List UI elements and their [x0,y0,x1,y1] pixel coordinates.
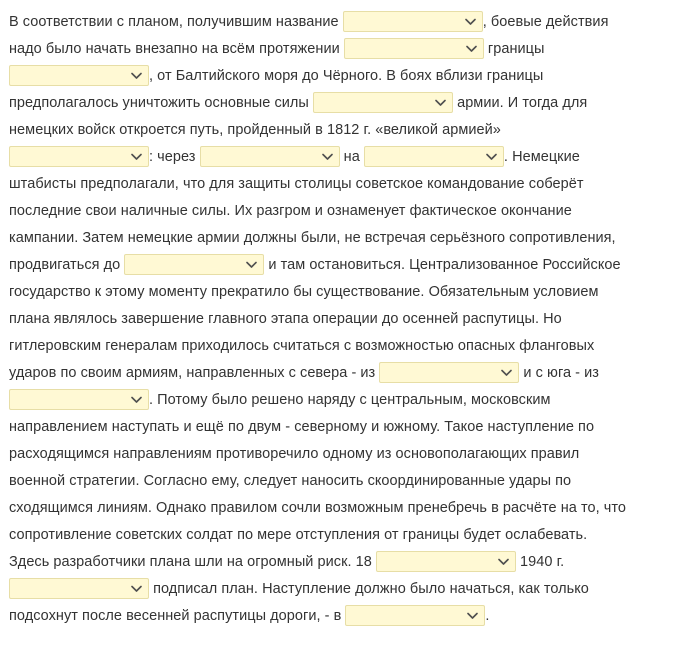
passage-text: подсохнут после весенней распутицы дороги, - в [9,607,346,624]
passage-text: продвигаться до [9,256,125,273]
passage-line [9,170,584,197]
passage-text: штабисты предполагали, что для защиты столицы советское командование соберёт [9,175,584,192]
passage-line [9,251,621,278]
passage-line [9,494,626,521]
blank-dropdown-6[interactable] [200,146,340,167]
passage-line [9,224,616,251]
passage-line [9,89,587,116]
passage-text: кампании. Затем немецкие армии должны были, не встречая серьёзного сопротивления, [9,229,616,246]
passage-text: предполагалось уничтожить основные силы [9,94,313,111]
blank-dropdown-2[interactable] [344,38,484,59]
passage-text: границы [483,40,545,57]
passage-line [9,359,599,386]
blank-dropdown-13[interactable] [345,605,485,626]
passage-line [9,332,594,359]
passage-text: ударов по своим армиям, направленных с севера - из [9,364,380,381]
blank-dropdown-9[interactable] [379,362,519,383]
blank-dropdown-12[interactable] [9,578,149,599]
passage-line [9,62,543,89]
passage-line [9,116,501,143]
passage-text: сопротивление советских солдат по мере отступления от границы будет ослабевать. [9,526,588,543]
blank-dropdown-10[interactable] [9,389,149,410]
passage-text: 1940 г. [515,553,565,570]
passage-text: Здесь разработчики плана шли на огромный риск. 18 [9,553,376,570]
passage-text: , от Балтийского моря до Чёрного. В боях вблизи границы [149,67,544,84]
passage-text: государство к этому моменту прекратило бы существование. Обязательным условием [9,283,599,300]
passage-text: направлением наступать и ещё по двум - северному и южному. Такое наступление по [9,418,595,435]
passage-text: военной стратегии. Согласно ему, следует наносить скоординированные удары по [9,472,572,489]
passage-text: гитлеровским генералам приходилось считаться с возможностью опасных фланговых [9,337,595,354]
passage-text: подписал план. Наступление должно было начаться, как только [149,580,589,597]
passage-text: плана являлось завершение главного этапа операции до осенней распутицы. Но [9,310,562,327]
passage-text: В соответствии с планом, получившим название [9,13,343,30]
passage-text: армии. И тогда для [453,94,588,111]
passage-text: последние свои наличные силы. Их разгром и ознаменует фактическое окончание [9,202,572,219]
passage-text: на [339,148,364,165]
blank-dropdown-11[interactable] [376,551,516,572]
blank-dropdown-7[interactable] [364,146,504,167]
passage-line [9,197,572,224]
passage-text: немецких войск откроется путь, пройденный в 1812 г. «великой армией» [9,121,501,138]
passage-line [9,602,490,629]
passage-text: . Немецкие [503,148,580,165]
passage-line [9,8,608,35]
passage-line [9,548,564,575]
passage-text: , боевые действия [482,13,609,30]
passage-line [9,278,599,305]
passage-text: : через [149,148,200,165]
passage-text: и там остановиться. Централизованное Российское [264,256,621,273]
passage-text: надо было начать внезапно на всём протяжении [9,40,344,57]
blank-dropdown-5[interactable] [9,146,149,167]
passage-line [9,521,587,548]
passage-line [9,143,580,170]
passage-text: расходящимся направлениям противоречило одному из основополагающих правил [9,445,580,462]
passage-line [9,386,551,413]
passage-line [9,440,579,467]
passage-line [9,35,545,62]
passage-line [9,467,571,494]
passage-text: . [485,607,490,624]
passage-text: и с юга - из [519,364,599,381]
passage-line [9,575,589,602]
blank-dropdown-8[interactable] [124,254,264,275]
passage-text: сходящимся линиям. Однако правилом сочли возможным пренебречь в расчёте на то, что [9,499,627,516]
passage-text: . Потому было решено наряду с центральным, московским [149,391,551,408]
blank-dropdown-3[interactable] [9,65,149,86]
passage-line [9,305,562,332]
blank-dropdown-4[interactable] [313,92,453,113]
passage-line [9,413,594,440]
blank-dropdown-1[interactable] [343,11,483,32]
